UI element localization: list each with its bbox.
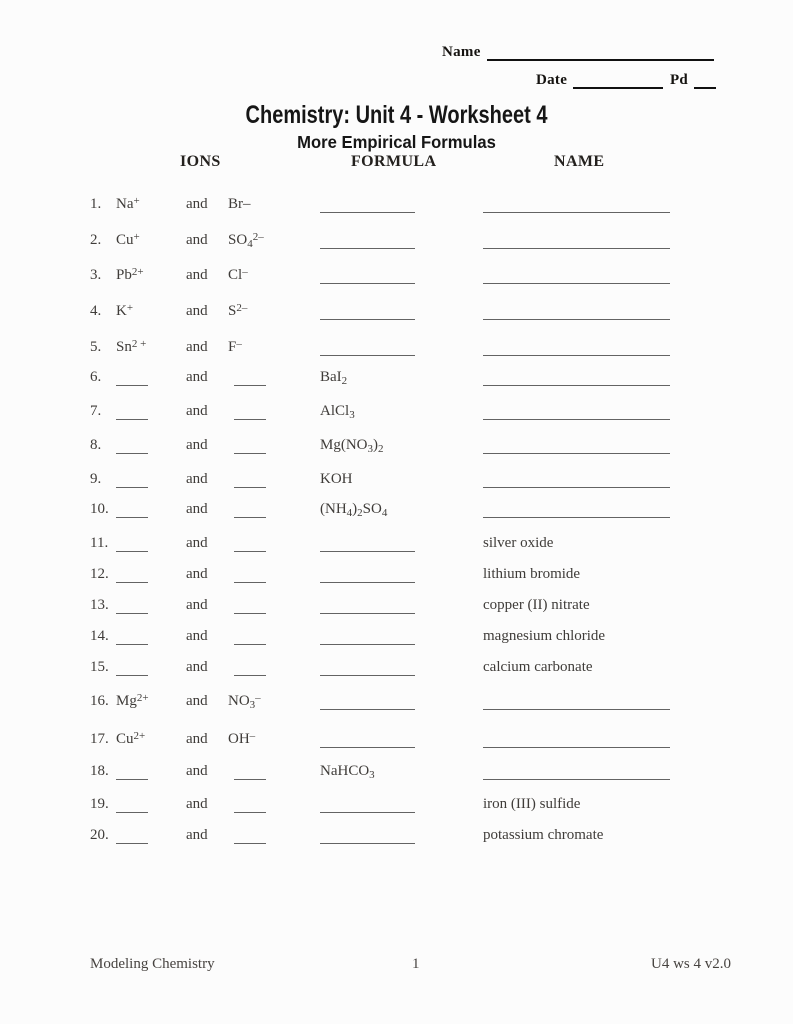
ion1-blank-line (116, 470, 148, 488)
ion1-blank-line (116, 500, 148, 518)
and-label: and (186, 267, 208, 283)
and-label: and (186, 693, 208, 709)
worksheet-row (0, 534, 793, 558)
row-number: 15. (90, 659, 109, 675)
name-blank-line (487, 44, 714, 61)
name-blank-line (483, 762, 670, 780)
and-label: and (186, 597, 208, 613)
ion1-blank-line (116, 436, 148, 454)
footer-right: U4 ws 4 v2.0 (650, 956, 731, 972)
ion1-blank-line (116, 762, 148, 780)
ion2-blank-line (234, 596, 266, 614)
ion1-cell (116, 500, 148, 524)
name-cell: calcium carbonate (483, 659, 593, 675)
ion1-blank-line (116, 826, 148, 844)
and-label: and (186, 471, 208, 487)
row-number: 13. (90, 597, 109, 613)
and-label: and (186, 659, 208, 675)
row-number: 4. (90, 303, 102, 319)
row-number: 1. (90, 196, 102, 212)
worksheet-row (0, 658, 793, 682)
ion1-blank-line (116, 658, 148, 676)
ion1-cell: Na+ (116, 195, 140, 212)
and-label: and (186, 403, 208, 419)
column-header-name: NAME (554, 153, 605, 170)
ion1-cell (116, 658, 148, 682)
name-blank-line (483, 368, 670, 386)
formula-blank-line (320, 266, 415, 284)
and-label: and (186, 566, 208, 582)
ion1-blank-line (116, 368, 148, 386)
ion2-blank-line (234, 436, 266, 454)
ion2-cell: F– (228, 338, 242, 355)
name-field (442, 44, 714, 61)
ion2-cell (234, 762, 266, 786)
ion1-cell: K+ (116, 302, 134, 319)
formula-cell: $(NH_4)_2SO_4$ (320, 501, 388, 519)
ion2-cell: Cl– (228, 266, 248, 283)
formula-blank-line (320, 596, 415, 614)
name-blank-line (483, 266, 670, 284)
name-cell (483, 436, 670, 460)
ion2-blank-line (234, 762, 266, 780)
name-blank-line (483, 338, 670, 356)
formula-blank-line (320, 302, 415, 320)
row-number: 19. (90, 796, 109, 812)
name-cell (483, 368, 670, 392)
date-label: Date (536, 72, 568, 88)
name-cell (483, 266, 670, 290)
row-number: 12. (90, 566, 109, 582)
ion2-cell (234, 826, 266, 850)
worksheet-row (0, 826, 793, 850)
name-blank-line (483, 436, 670, 454)
row-number: 5. (90, 339, 102, 355)
name-cell (483, 195, 670, 219)
ion2-cell (234, 402, 266, 426)
ion2-blank-line (234, 368, 266, 386)
formula-cell: NaHCO$_3$ (320, 763, 375, 781)
name-blank-line (483, 195, 670, 213)
name-blank-line (483, 730, 670, 748)
and-label: and (186, 369, 208, 385)
name-cell: magnesium chloride (483, 628, 606, 644)
ion2-cell: OH– (228, 730, 256, 747)
worksheet-row (0, 338, 793, 362)
ion2-cell (234, 500, 266, 524)
footer-left: Modeling Chemistry (90, 956, 215, 972)
and-label: and (186, 827, 208, 843)
name-blank-line (483, 500, 670, 518)
row-number: 2. (90, 232, 102, 248)
name-cell (483, 231, 670, 255)
ion2-blank-line (234, 470, 266, 488)
and-label: and (186, 303, 208, 319)
formula-blank-line (320, 658, 415, 676)
worksheet-row (0, 692, 793, 716)
ion2-cell (234, 627, 266, 651)
formula-cell: AlCl$_3$ (320, 403, 355, 421)
worksheet-row (0, 436, 793, 460)
formula-cell (320, 658, 415, 682)
name-blank-line (483, 470, 670, 488)
formula-cell (320, 565, 415, 589)
name-cell (483, 692, 670, 716)
ion2-cell: $SO_4^{2-}$ (228, 231, 264, 250)
date-field (536, 72, 716, 89)
name-blank-line (483, 402, 670, 420)
ion1-blank-line (116, 565, 148, 583)
ion1-blank-line (116, 534, 148, 552)
ion1-cell (116, 368, 148, 392)
name-blank-line (483, 302, 670, 320)
row-number: 16. (90, 693, 109, 709)
and-label: and (186, 339, 208, 355)
worksheet-row (0, 627, 793, 651)
worksheet-row (0, 795, 793, 819)
column-header-ions: IONS (180, 153, 221, 170)
ion2-cell: $S^{2-}$ (228, 302, 248, 319)
formula-blank-line (320, 730, 415, 748)
page-title: Chemistry: Unit 4 - Worksheet 4 (245, 101, 548, 129)
worksheet-row (0, 266, 793, 290)
and-label: and (186, 437, 208, 453)
ion1-blank-line (116, 402, 148, 420)
ion1-cell: $Cu^{2+}$ (116, 730, 146, 747)
formula-cell (320, 534, 415, 558)
worksheet-row (0, 402, 793, 426)
formula-blank-line (320, 795, 415, 813)
ion2-cell (234, 596, 266, 620)
date-blank-line (573, 72, 663, 89)
ion1-cell (116, 436, 148, 460)
formula-cell (320, 730, 415, 754)
worksheet-row (0, 762, 793, 786)
worksheet-row (0, 302, 793, 326)
ion2-cell (234, 470, 266, 494)
name-cell (483, 730, 670, 754)
formula-cell (320, 302, 415, 326)
and-label: and (186, 535, 208, 551)
name-cell: copper (II) nitrate (483, 597, 590, 613)
ion2-blank-line (234, 534, 266, 552)
name-cell (483, 500, 670, 524)
row-number: 18. (90, 763, 109, 779)
formula-cell (320, 195, 415, 219)
name-label: Name (442, 44, 481, 60)
formula-cell (320, 231, 415, 255)
formula-cell (320, 627, 415, 651)
row-number: 3. (90, 267, 102, 283)
ion2-blank-line (234, 826, 266, 844)
row-number: 14. (90, 628, 109, 644)
name-cell (483, 402, 670, 426)
ion1-cell: $Sn^{2 +}$ (116, 338, 147, 355)
and-label: and (186, 731, 208, 747)
page-subtitle: More Empirical Formulas (297, 132, 496, 152)
worksheet-row (0, 470, 793, 494)
worksheet-row (0, 368, 793, 392)
ion2-blank-line (234, 500, 266, 518)
formula-cell: BaI$_2$ (320, 369, 348, 387)
and-label: and (186, 796, 208, 812)
formula-blank-line (320, 338, 415, 356)
worksheet-row (0, 500, 793, 524)
ion2-cell (234, 658, 266, 682)
row-number: 6. (90, 369, 102, 385)
worksheet-row (0, 195, 793, 219)
formula-cell (320, 596, 415, 620)
ion1-cell (116, 534, 148, 558)
formula-blank-line (320, 692, 415, 710)
formula-cell (320, 795, 415, 819)
and-label: and (186, 763, 208, 779)
ion2-cell: $NO_3^-$ (228, 692, 261, 711)
formula-cell (320, 266, 415, 290)
ion2-blank-line (234, 658, 266, 676)
worksheet-row (0, 730, 793, 754)
ion1-cell (116, 565, 148, 589)
pd-label: Pd (669, 72, 689, 88)
name-blank-line (483, 692, 670, 710)
and-label: and (186, 196, 208, 212)
row-number: 9. (90, 471, 102, 487)
name-cell (483, 762, 670, 786)
formula-cell (320, 692, 415, 716)
row-number: 10. (90, 501, 109, 517)
worksheet-row (0, 596, 793, 620)
formula-blank-line (320, 627, 415, 645)
name-cell (483, 470, 670, 494)
formula-cell: $Mg(NO_3)_2$ (320, 437, 384, 455)
formula-cell (320, 338, 415, 362)
row-number: 20. (90, 827, 109, 843)
formula-blank-line (320, 565, 415, 583)
ion1-cell (116, 762, 148, 786)
and-label: and (186, 501, 208, 517)
ion2-blank-line (234, 402, 266, 420)
row-number: 11. (90, 535, 109, 551)
name-blank-line (483, 231, 670, 249)
ion1-cell (116, 627, 148, 651)
ion2-blank-line (234, 627, 266, 645)
ion2-cell: Br– (228, 196, 251, 212)
name-cell: silver oxide (483, 535, 554, 551)
ion2-cell (234, 436, 266, 460)
ion1-cell: $Mg^{2+}$ (116, 692, 149, 709)
row-number: 8. (90, 437, 102, 453)
worksheet-row (0, 565, 793, 589)
ion2-blank-line (234, 795, 266, 813)
pd-blank-line (694, 72, 716, 89)
ion1-blank-line (116, 596, 148, 614)
column-header-formula: FORMULA (351, 153, 437, 170)
formula-blank-line (320, 195, 415, 213)
name-cell: lithium bromide (483, 566, 581, 582)
row-number: 7. (90, 403, 102, 419)
ion1-cell: Cu+ (116, 231, 140, 248)
ion1-cell (116, 795, 148, 819)
ion2-cell (234, 368, 266, 392)
ion2-blank-line (234, 565, 266, 583)
formula-blank-line (320, 826, 415, 844)
ion1-cell (116, 402, 148, 426)
formula-cell: KOH (320, 471, 353, 487)
ion1-cell (116, 826, 148, 850)
ion2-cell (234, 565, 266, 589)
ion1-cell (116, 596, 148, 620)
ion2-cell (234, 534, 266, 558)
formula-cell (320, 826, 415, 850)
ion1-blank-line (116, 627, 148, 645)
ion1-blank-line (116, 795, 148, 813)
worksheet-row (0, 231, 793, 255)
row-number: 17. (90, 731, 109, 747)
name-cell: potassium chromate (483, 827, 604, 843)
footer-page-number: 1 (412, 956, 420, 972)
ion2-cell (234, 795, 266, 819)
formula-blank-line (320, 534, 415, 552)
ion1-cell: $Pb^{2+}$ (116, 266, 144, 283)
name-cell: iron (III) sulfide (483, 796, 581, 812)
ion1-cell (116, 470, 148, 494)
name-cell (483, 302, 670, 326)
formula-blank-line (320, 231, 415, 249)
name-cell (483, 338, 670, 362)
and-label: and (186, 628, 208, 644)
and-label: and (186, 232, 208, 248)
